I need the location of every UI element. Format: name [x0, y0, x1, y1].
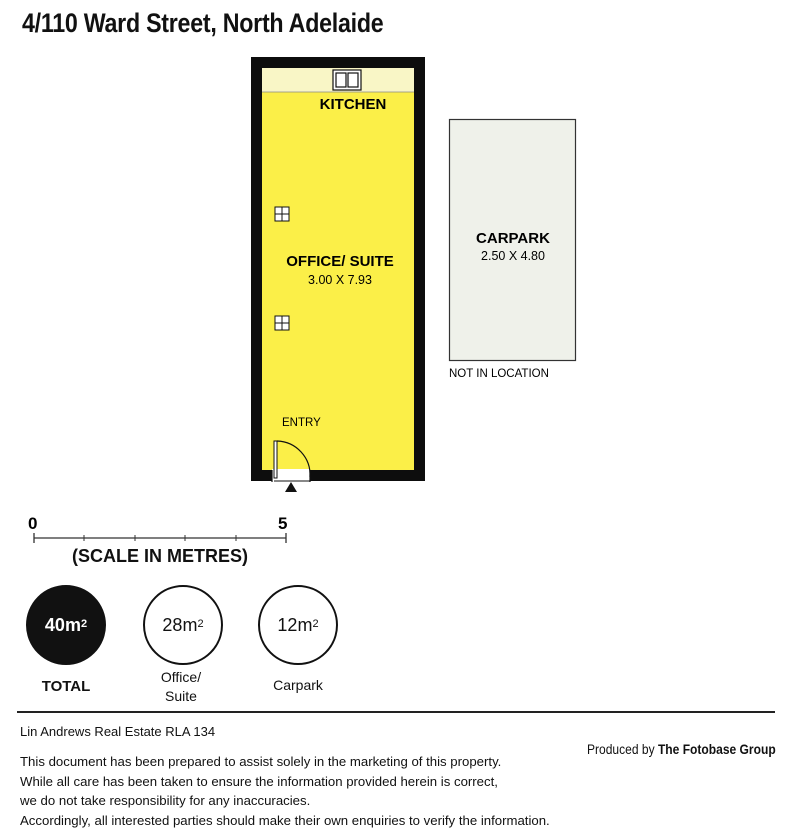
- disclaimer-line: Accordingly, all interested parties should make their own enquiries to verify the information.: [20, 812, 550, 828]
- office-area-value: 28m: [162, 614, 198, 635]
- producer-company: The Fotobase Group: [657, 741, 776, 757]
- carpark-dimensions: 2.50 X 4.80: [481, 249, 545, 263]
- carpark-area-value: 12m: [277, 614, 313, 635]
- total-area-value: 40m: [44, 614, 81, 635]
- footer-divider: [17, 711, 775, 713]
- office-area-label: Office/ Suite: [160, 669, 202, 704]
- office-dimensions: 3.00 X 7.93: [308, 273, 372, 287]
- scale-caption: (SCALE IN METRES): [72, 546, 249, 566]
- total-area-label: TOTAL: [41, 678, 91, 695]
- scale-end-label: 5: [278, 514, 288, 533]
- agency-name: Lin Andrews Real Estate RLA 134: [20, 724, 216, 739]
- office-area-badge: [143, 585, 223, 665]
- carpark-area-label: Carpark: [273, 677, 323, 693]
- carpark-label: CARPARK: [476, 230, 550, 247]
- produced-prefix: Produced by: [587, 741, 655, 757]
- kitchen-label: KITCHEN: [319, 96, 387, 113]
- produced-by: [587, 741, 776, 757]
- entry-arrow-icon: [285, 482, 297, 492]
- entry-label: ENTRY: [282, 417, 321, 429]
- sink-icon: [333, 70, 361, 90]
- office-label: OFFICE/ SUITE: [286, 253, 394, 270]
- window-icon: [275, 316, 289, 330]
- disclaimer-line: This document has been prepared to assist solely in the marketing of this property.: [20, 754, 502, 769]
- area-unit-superscript: 2: [80, 618, 88, 630]
- area-unit-superscript: 2: [197, 618, 204, 630]
- carpark-area-badge: [258, 585, 338, 665]
- disclaimer-line: we do not take responsibility for any inaccuracies.: [20, 793, 311, 808]
- page-title: 4/110 Ward Street, North Adelaide: [22, 8, 384, 38]
- scale-start-label: 0: [28, 514, 38, 533]
- disclaimer-line: While all care has been taken to ensure the information provided herein is correct,: [20, 773, 498, 789]
- window-icon: [275, 207, 289, 221]
- area-unit-superscript: 2: [312, 618, 319, 630]
- carpark-note: NOT IN LOCATION: [449, 368, 549, 380]
- disclaimer: [20, 752, 600, 830]
- total-area-badge: [26, 585, 106, 665]
